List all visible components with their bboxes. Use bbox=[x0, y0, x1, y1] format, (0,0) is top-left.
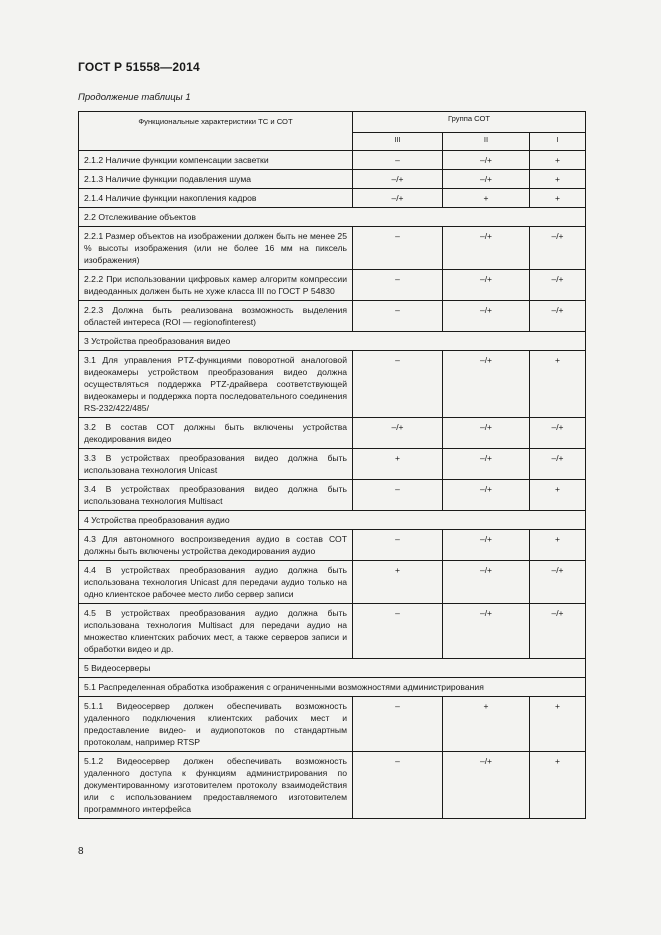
table-section-row bbox=[79, 208, 586, 227]
group-ii-cell: + bbox=[443, 189, 530, 208]
characteristic-cell: 2.2.1 Размер объектов на изображении должен быть не менее 25 % высоты изображения (или не более 16 мм на пиксель изображения) bbox=[79, 227, 353, 270]
group-i-cell: –/+ bbox=[530, 604, 586, 659]
characteristic-cell: 2.2.3 Должна быть реализована возможность выделения областей интереса (ROI — regionofinterest) bbox=[79, 301, 353, 332]
group-iii-cell: – bbox=[353, 697, 443, 752]
group-ii-cell: –/+ bbox=[443, 752, 530, 819]
table-body bbox=[79, 151, 586, 819]
group-i-cell: + bbox=[530, 351, 586, 418]
table-row bbox=[79, 351, 586, 418]
group-iii-cell: – bbox=[353, 604, 443, 659]
table-row bbox=[79, 151, 586, 170]
group-i-cell: –/+ bbox=[530, 449, 586, 480]
table-row bbox=[79, 301, 586, 332]
characteristic-cell: 2.1.3 Наличие функции подавления шума bbox=[79, 170, 353, 189]
table-row bbox=[79, 418, 586, 449]
group-i-cell: –/+ bbox=[530, 418, 586, 449]
table-row bbox=[79, 530, 586, 561]
characteristic-cell: 3.4 В устройствах преобразования видео должна быть использована технология Multisact bbox=[79, 480, 353, 511]
table-row bbox=[79, 752, 586, 819]
group-ii-cell: –/+ bbox=[443, 270, 530, 301]
group-i-cell: + bbox=[530, 151, 586, 170]
table-row bbox=[79, 697, 586, 752]
column-header-level-i: I bbox=[530, 133, 586, 151]
group-i-cell: + bbox=[530, 752, 586, 819]
group-i-cell: + bbox=[530, 170, 586, 189]
table-row bbox=[79, 170, 586, 189]
group-ii-cell: –/+ bbox=[443, 604, 530, 659]
characteristic-cell: 3.3 В устройствах преобразования видео должна быть использована технология Unicast bbox=[79, 449, 353, 480]
group-ii-cell: –/+ bbox=[443, 170, 530, 189]
group-iii-cell: – bbox=[353, 227, 443, 270]
characteristic-cell: 2.1.4 Наличие функции накопления кадров bbox=[79, 189, 353, 208]
table-continuation-caption: Продолжение таблицы 1 bbox=[78, 92, 191, 103]
group-iii-cell: + bbox=[353, 561, 443, 604]
column-header-characteristics: Функциональные характеристики ТС и СОТ bbox=[79, 112, 353, 151]
group-iii-cell: – bbox=[353, 270, 443, 301]
group-iii-cell: – bbox=[353, 530, 443, 561]
characteristic-cell: 2.2.2 При использовании цифровых камер алгоритм компрессии видеоданных должен быть не хуже класса III по ГОСТ Р 54830 bbox=[79, 270, 353, 301]
group-ii-cell: + bbox=[443, 697, 530, 752]
group-iii-cell: – bbox=[353, 151, 443, 170]
group-iii-cell: + bbox=[353, 449, 443, 480]
group-ii-cell: –/+ bbox=[443, 227, 530, 270]
page-number: 8 bbox=[78, 846, 84, 857]
group-ii-cell: –/+ bbox=[443, 449, 530, 480]
group-iii-cell: –/+ bbox=[353, 189, 443, 208]
group-ii-cell: –/+ bbox=[443, 561, 530, 604]
section-heading-cell: 4 Устройства преобразования аудио bbox=[79, 511, 586, 530]
group-i-cell: + bbox=[530, 189, 586, 208]
column-header-group: Группа СОТ bbox=[353, 112, 586, 133]
group-i-cell: –/+ bbox=[530, 227, 586, 270]
characteristic-cell: 5.1.1 Видеосервер должен обеспечивать возможность удаленного подключения клиентских рабочих мест и предоставление видео- и аудиопотоков по стандартным протоколам, например RTSP bbox=[79, 697, 353, 752]
characteristic-cell: 4.3 Для автономного воспроизведения аудио в состав СОТ должны быть включены устройства декодирования аудио bbox=[79, 530, 353, 561]
table-row bbox=[79, 189, 586, 208]
column-header-level-ii: II bbox=[443, 133, 530, 151]
group-ii-cell: –/+ bbox=[443, 480, 530, 511]
table-row bbox=[79, 604, 586, 659]
section-heading-cell: 5 Видеосерверы bbox=[79, 659, 586, 678]
group-i-cell: + bbox=[530, 480, 586, 511]
group-ii-cell: –/+ bbox=[443, 301, 530, 332]
table-row bbox=[79, 227, 586, 270]
table-section-row bbox=[79, 511, 586, 530]
table-row bbox=[79, 561, 586, 604]
characteristic-cell: 5.1.2 Видеосервер должен обеспечивать возможность удаленного доступа к функциям администрирования по документированному изготовителем протоколу взаимодействия или с использованием предоставляемого изготовителем программного интерфейса bbox=[79, 752, 353, 819]
group-iii-cell: – bbox=[353, 752, 443, 819]
characteristic-cell: 3.2 В состав СОТ должны быть включены устройства декодирования видео bbox=[79, 418, 353, 449]
table-section-row bbox=[79, 678, 586, 697]
section-heading-cell: 3 Устройства преобразования видео bbox=[79, 332, 586, 351]
table-row bbox=[79, 480, 586, 511]
characteristic-cell: 4.4 В устройствах преобразования аудио должна быть использована технология Unicast для передачи аудио только на одно клиентское рабочее место либо сервер записи bbox=[79, 561, 353, 604]
group-ii-cell: –/+ bbox=[443, 151, 530, 170]
table-section-row bbox=[79, 659, 586, 678]
group-iii-cell: – bbox=[353, 351, 443, 418]
group-iii-cell: – bbox=[353, 480, 443, 511]
group-ii-cell: –/+ bbox=[443, 418, 530, 449]
section-heading-cell: 5.1 Распределенная обработка изображения с ограниченными возможностями администрирования bbox=[79, 678, 586, 697]
characteristic-cell: 4.5 В устройствах преобразования аудио должна быть использована технология Multisact для передачи аудио на множество клиентских рабочих мест, а также серверов записи и обработки видео и др. bbox=[79, 604, 353, 659]
document-title: ГОСТ Р 51558—2014 bbox=[78, 60, 200, 74]
characteristic-cell: 2.1.2 Наличие функции компенсации засветки bbox=[79, 151, 353, 170]
group-ii-cell: –/+ bbox=[443, 351, 530, 418]
group-iii-cell: –/+ bbox=[353, 170, 443, 189]
group-iii-cell: –/+ bbox=[353, 418, 443, 449]
characteristics-table bbox=[78, 111, 586, 819]
column-header-level-iii: III bbox=[353, 133, 443, 151]
group-i-cell: –/+ bbox=[530, 270, 586, 301]
group-iii-cell: – bbox=[353, 301, 443, 332]
characteristic-cell: 3.1 Для управления PTZ-функциями поворотной аналоговой видеокамеры устройством преобразования видео должна осуществляться поддержка PTZ-драйвера соответствующей видеокамеры и поддержка порта последовательного соединения RS-232/422/485/ bbox=[79, 351, 353, 418]
group-i-cell: –/+ bbox=[530, 561, 586, 604]
table-row bbox=[79, 270, 586, 301]
table-row bbox=[79, 449, 586, 480]
group-ii-cell: –/+ bbox=[443, 530, 530, 561]
section-heading-cell: 2.2 Отслеживание объектов bbox=[79, 208, 586, 227]
group-i-cell: –/+ bbox=[530, 301, 586, 332]
group-i-cell: + bbox=[530, 697, 586, 752]
group-i-cell: + bbox=[530, 530, 586, 561]
table-section-row bbox=[79, 332, 586, 351]
